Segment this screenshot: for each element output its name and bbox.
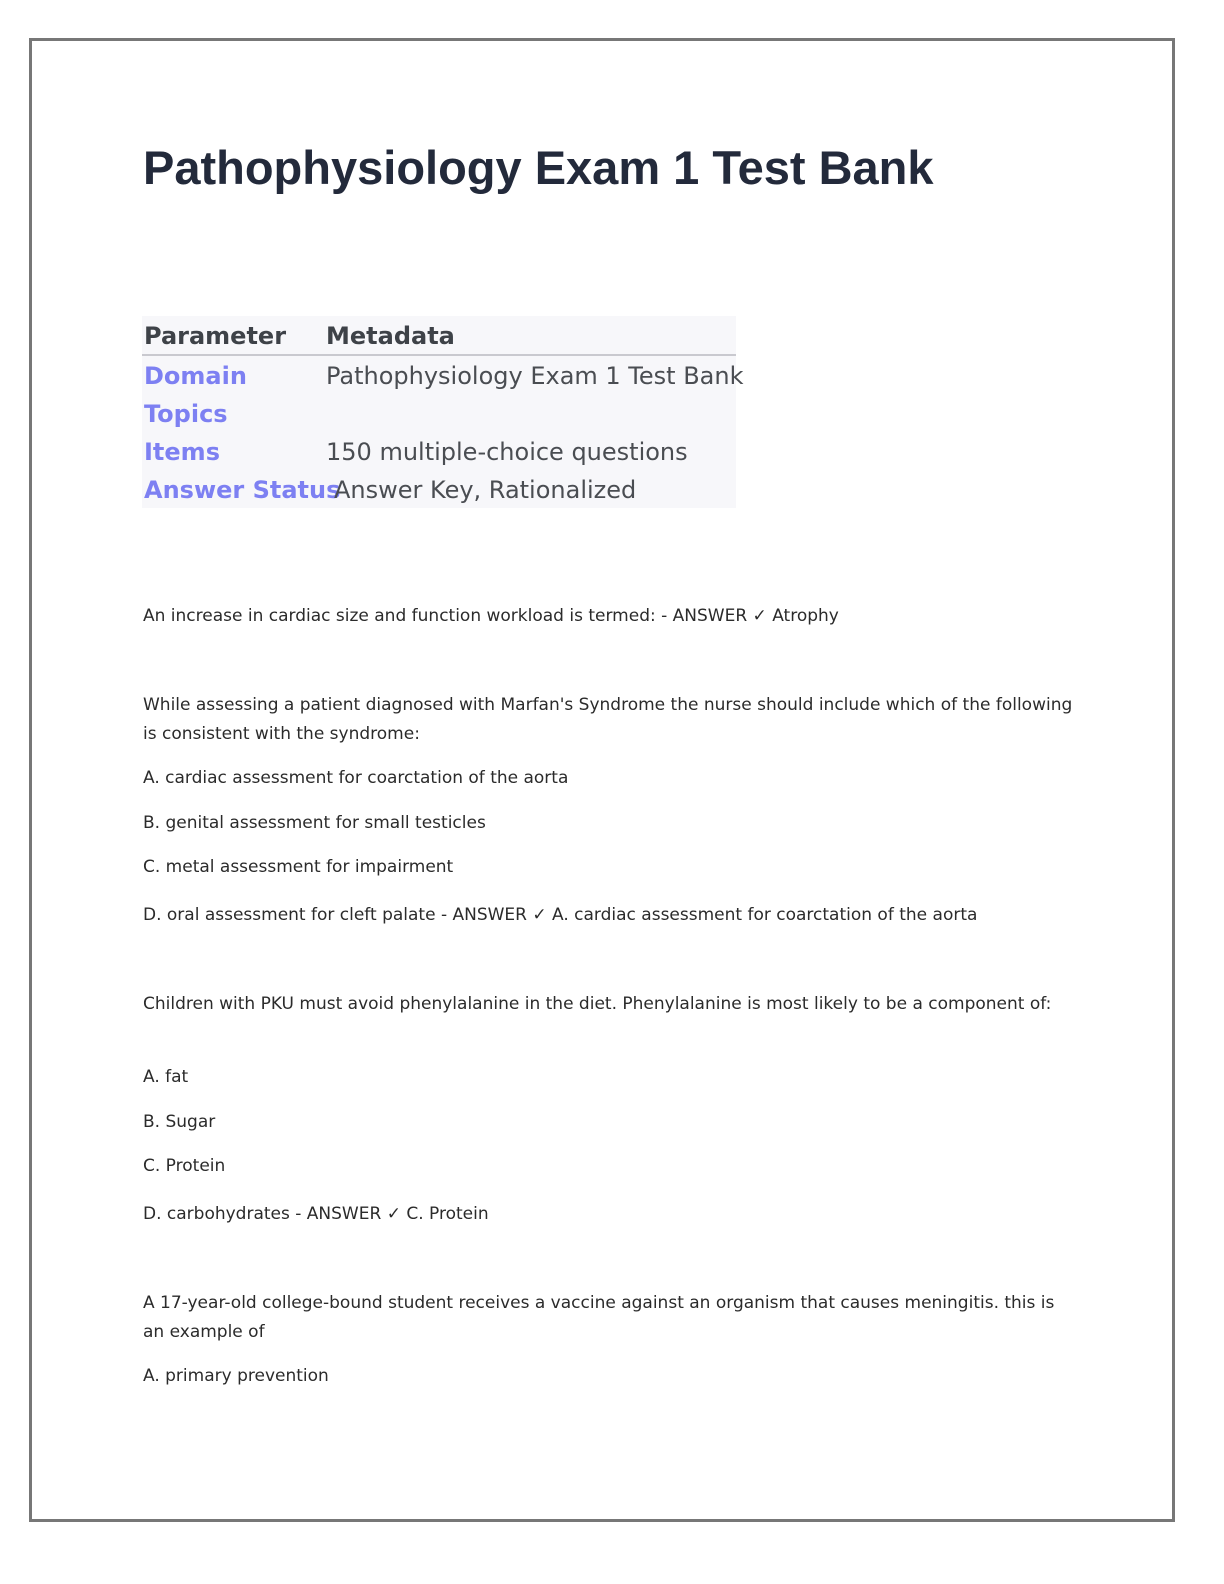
metadata-key: Answer Status	[144, 476, 341, 504]
metadata-row-items	[142, 432, 736, 470]
metadata-key: Topics	[144, 400, 228, 428]
question-3-option-a: A. fat	[143, 1067, 189, 1087]
question-3-option-b: B. Sugar	[143, 1112, 216, 1132]
question-3-stem: Children with PKU must avoid phenylalanine in the diet. Phenylalanine is most likely to be a component of:	[143, 994, 1052, 1014]
question-4-option-a: A. primary prevention	[143, 1366, 329, 1386]
question-2-option-b: B. genital assessment for small testicles	[143, 813, 486, 833]
question-2-option-a: A. cardiac assessment for coarctation of the aorta	[143, 768, 569, 788]
header-metadata: Metadata	[326, 322, 455, 350]
question-2-option-c: C. metal assessment for impairment	[143, 857, 454, 877]
metadata-value: Pathophysiology Exam 1 Test Bank	[326, 362, 744, 390]
question-2-option-d-answer: D. oral assessment for cleft palate - ANSWER ✓ A. cardiac assessment for coarctation of the aorta	[143, 905, 978, 925]
metadata-row-domain	[142, 356, 744, 394]
question-2-stem: While assessing a patient diagnosed with Marfan's Syndrome the nurse should include which of the following is consistent with the syndrome:	[143, 695, 1073, 744]
document-title: Pathophysiology Exam 1 Test Bank	[143, 141, 934, 194]
metadata-table-header	[142, 316, 736, 356]
header-parameter: Parameter	[144, 322, 287, 350]
metadata-table	[142, 316, 744, 508]
question-4-stem: A 17-year-old college-bound student receives a vaccine against an organism that causes meningitis. this is an example of	[143, 1293, 1055, 1342]
question-3-option-d-answer: D. carbohydrates - ANSWER ✓ C. Protein	[143, 1204, 489, 1224]
question-1-stem: An increase in cardiac size and function workload is termed: - ANSWER ✓ Atrophy	[143, 606, 839, 626]
metadata-value: 150 multiple-choice questions	[326, 438, 688, 466]
metadata-row-answer-status	[142, 470, 736, 508]
metadata-value: Answer Key, Rationalized	[334, 476, 637, 504]
question-3-option-c: C. Protein	[143, 1156, 226, 1176]
metadata-row-topics	[142, 394, 736, 432]
metadata-key: Items	[144, 438, 220, 466]
metadata-key: Domain	[144, 362, 247, 390]
